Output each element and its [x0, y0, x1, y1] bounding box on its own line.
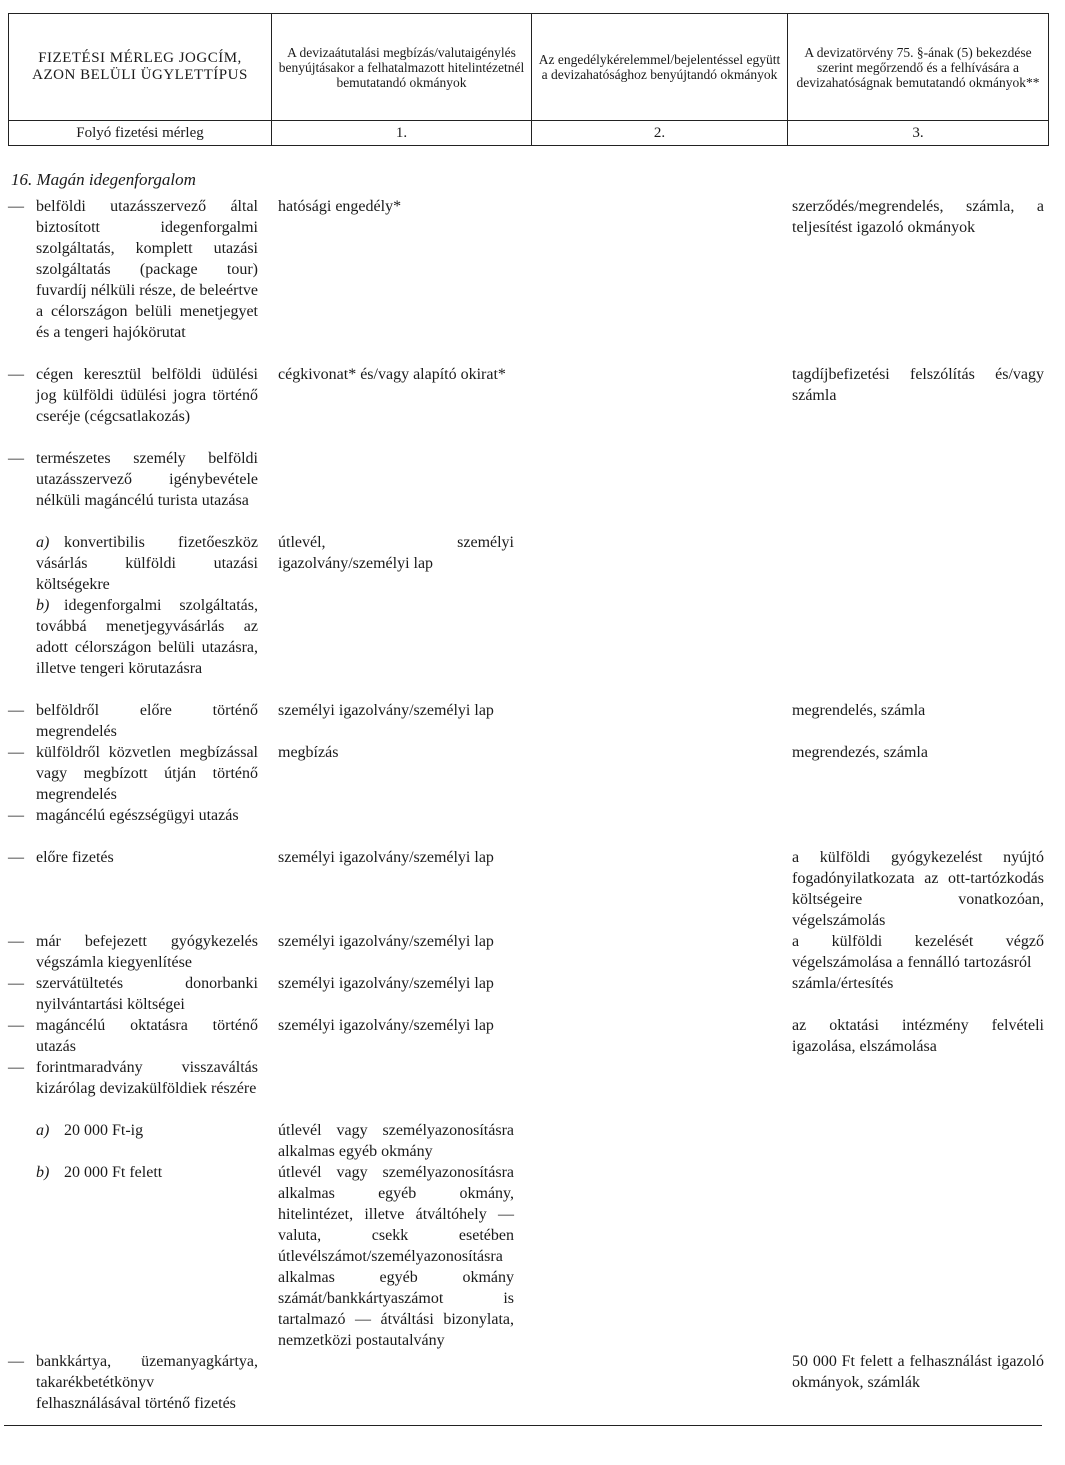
row-bank-documents: útlevél vagy személyazonosításra alkalmas egyéb okmány, hitelintézet, illetve átváltóhely — valuta, csekk esetében útlevélszámot/személyazonosításra alkalmas egyéb okmány számát/bankkártyaszámot is tartalmazó — átváltási bizonylata, nemzetközi postautalvány — [278, 1164, 514, 1349]
row-dash: — — [8, 1353, 24, 1370]
row-retained-documents: számla/értesítés — [792, 975, 894, 992]
row-dash: — — [8, 1017, 24, 1034]
row-retained-documents: szerződés/megrendelés, számla, a teljesítést igazoló okmányok — [792, 198, 1044, 236]
row-title: b) 20 000 Ft felett — [36, 1164, 163, 1181]
row-label: b) — [36, 1164, 50, 1181]
row-dash: — — [8, 744, 24, 761]
number-col3: 3. — [788, 121, 1049, 146]
row-retained-documents: megrendelés, számla — [792, 702, 926, 719]
row-title: cégen keresztül belföldi üdülési jog külföldi üdülési jogra történő cseréje (cégcsatlakozás) — [36, 366, 258, 425]
number-col2: 2. — [532, 121, 788, 146]
row-retained-documents: tagdíjbefizetési felszólítás és/vagy számla — [792, 366, 1044, 404]
row-title: forintmaradvány visszaváltás kizárólag devizakülföldiek részére — [36, 1059, 258, 1097]
row-bank-documents: hatósági engedély* — [278, 198, 402, 215]
row-dash: — — [8, 1059, 24, 1076]
number-col0: Folyó fizetési mérleg — [9, 121, 272, 146]
row-title: természetes személy belföldi utazásszervező igénybevétele nélküli magáncélú turista utazása — [36, 450, 258, 509]
row-bank-documents: útlevél vagy személyazonosításra alkalmas egyéb okmány — [278, 1122, 514, 1160]
bottom-divider — [4, 1425, 1042, 1426]
row-title: bankkártya, üzemanyagkártya, takarékbetétkönyv felhasználásával történő fizetés — [36, 1353, 258, 1412]
row-title: a) 20 000 Ft-ig — [36, 1122, 144, 1139]
row-dash: — — [8, 366, 24, 383]
row-title: magáncélú egészségügyi utazás — [36, 807, 239, 824]
row-title: belföldről előre történő megrendelés — [36, 702, 258, 740]
row-bank-documents: útlevél, személyi igazolvány/személyi lap — [278, 534, 514, 572]
header-col1: A devizaátutalási megbízás/valutaigénylés benyújtásakor a felhatalmazott hitelintézetnél bemutatandó okmányok — [272, 14, 532, 121]
row-title: már befejezett gyógykezelés végszámla kiegyenlítése — [36, 933, 258, 971]
section-title: 16. Magán idegenforgalom — [11, 170, 196, 189]
header-col2: Az engedélykérelemmel/bejelentéssel együtt a devizahatósághoz benyújtandó okmányok — [532, 14, 788, 121]
row-dash: — — [8, 807, 24, 824]
header-col0: FIZETÉSI MÉRLEG JOGCÍM, AZON BELÜLI ÜGYLETTÍPUS — [9, 14, 272, 121]
row-retained-documents: 50 000 Ft felett a felhasználást igazoló okmányok, számlák — [792, 1353, 1044, 1391]
header-table — [8, 13, 1049, 146]
row-bank-documents: személyi igazolvány/személyi lap — [278, 702, 494, 719]
row-title: a) konvertibilis fizetőeszköz vásárlás külföldi utazási költségekre — [36, 534, 258, 593]
row-dash: — — [8, 975, 24, 992]
row-bank-documents: személyi igazolvány/személyi lap — [278, 849, 494, 866]
row-dash: — — [8, 702, 24, 719]
row-retained-documents: a külföldi kezelését végző végelszámolása a fennálló tartozásról — [792, 933, 1044, 971]
row-bank-documents: személyi igazolvány/személyi lap — [278, 1017, 494, 1034]
row-label: a) — [36, 1122, 50, 1139]
row-dash: — — [8, 933, 24, 950]
row-label: b) — [36, 597, 50, 614]
row-title: szervátültetés donorbanki nyilvántartási költségei — [36, 975, 258, 1013]
number-col1: 1. — [272, 121, 532, 146]
row-retained-documents: megrendezés, számla — [792, 744, 928, 761]
row-title: b) idegenforgalmi szolgáltatás, továbbá menetjegyvásárlás az adott célországon belüli utazásra, illetve tengeri körutazásra — [36, 597, 258, 677]
row-dash: — — [8, 849, 24, 866]
row-title: külföldről közvetlen megbízással vagy megbízott útján történő megrendelés — [36, 744, 258, 803]
row-title: belföldi utazásszervező által biztosított idegenforgalmi szolgáltatás, komplett utazási szolgáltatás (package tour) fuvardíj nélküli része, de beleértve a célországon belüli menetjegyet és a tengeri hajókörutat — [36, 198, 258, 341]
row-bank-documents: személyi igazolvány/személyi lap — [278, 933, 494, 950]
row-bank-documents: személyi igazolvány/személyi lap — [278, 975, 494, 992]
header-col3: A devizatörvény 75. §-ának (5) bekezdése szerint megőrzendő és a felhívására a devizahatóságnak bemutatandó okmányok** — [788, 14, 1049, 121]
row-title: magáncélú oktatásra történő utazás — [36, 1017, 258, 1055]
row-dash: — — [8, 450, 24, 467]
row-bank-documents: cégkivonat* és/vagy alapító okirat* — [278, 366, 506, 383]
row-title: előre fizetés — [36, 849, 114, 866]
row-retained-documents: a külföldi gyógykezelést nyújtó fogadónyilatkozata az ott-tartózkodás költségeire vonatkozóan, végelszámolás — [792, 849, 1044, 929]
row-bank-documents: megbízás — [278, 744, 339, 761]
row-retained-documents: az oktatási intézmény felvételi igazolása, elszámolása — [792, 1017, 1044, 1055]
row-label: a) — [36, 534, 50, 551]
row-dash: — — [8, 198, 24, 215]
